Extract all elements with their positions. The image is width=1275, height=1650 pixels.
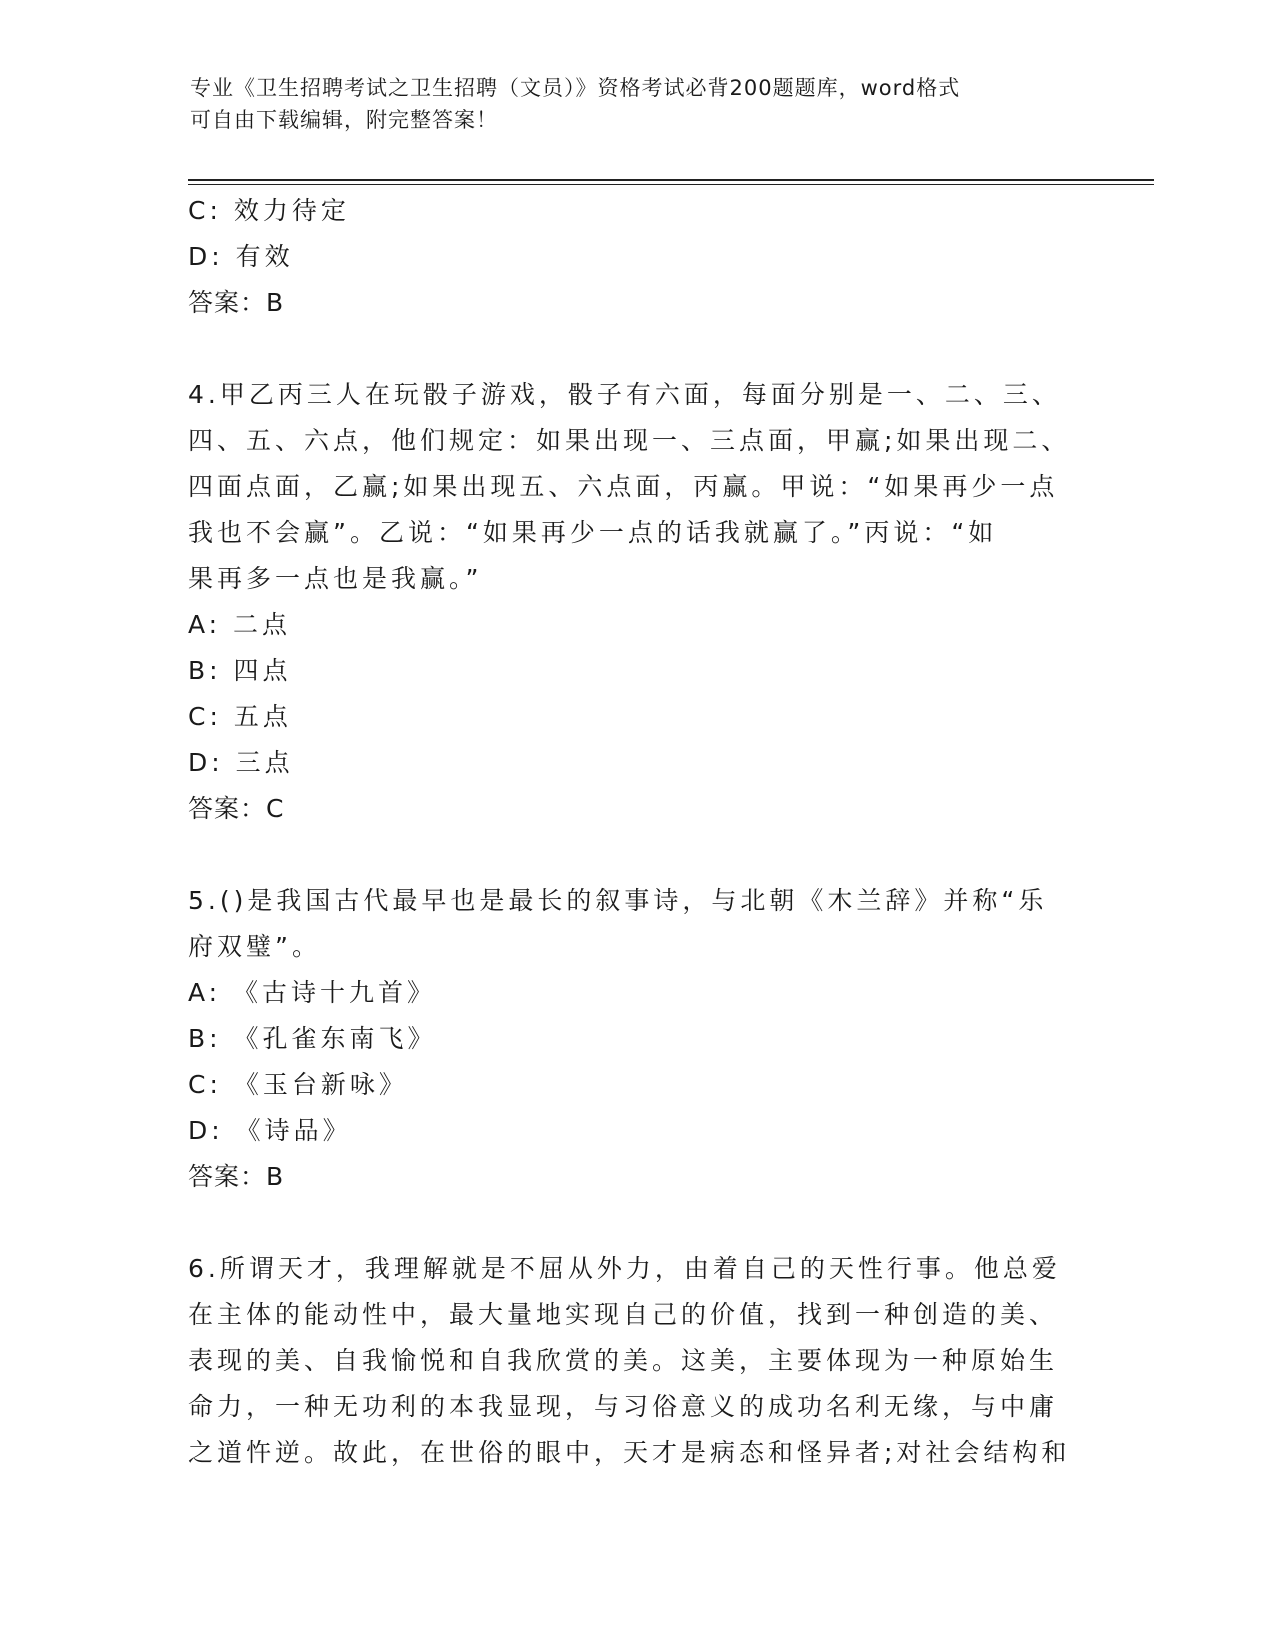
question-stem-line: 在主体的能动性中，最大量地实现自己的价值，找到一种创造的美、 [188,1300,1059,1329]
header-title-line-2: 可自由下载编辑，附完整答案！ [190,108,498,132]
answer-line: 答案：C [188,794,285,823]
question-stem-line: 6.所谓天才，我理解就是不屈从外力，由着自己的天性行事。他总爱 [188,1254,1061,1283]
document-header [190,72,1090,136]
option-a: A: 《古诗十九首》 [188,978,437,1007]
question-4 [188,372,1088,832]
question-3-tail [188,188,1088,326]
question-stem-line: 表现的美、自我愉悦和自我欣赏的美。这美，主要体现为一种原始生 [188,1346,1059,1375]
option-d: D: 三点 [188,748,294,777]
option-c: C: 效力待定 [188,196,350,225]
spacer [188,832,1088,878]
option-a: A: 二点 [188,610,292,639]
answer-line: 答案：B [188,1162,285,1191]
spacer [188,326,1088,372]
document-body [188,188,1088,1476]
spacer [188,1200,1088,1246]
header-divider-thin [188,184,1154,185]
option-d: D: 有效 [188,242,294,271]
question-6 [188,1246,1088,1476]
option-b: B: 四点 [188,656,292,685]
question-stem-line: 4.甲乙丙三人在玩骰子游戏，骰子有六面，每面分别是一、二、三、 [188,380,1061,409]
option-c: C: 《玉台新咏》 [188,1070,408,1099]
question-stem-line: 我也不会赢”。乙说：“如果再少一点的话我就赢了。”丙说：“如 [188,518,998,547]
option-d: D: 《诗品》 [188,1116,352,1145]
question-stem-line: 四、五、六点，他们规定：如果出现一、三点面，甲赢;如果出现二、 [188,426,1071,455]
header-title-line-1: 专业《卫生招聘考试之卫生招聘（文员）》资格考试必背200题题库，word格式 [190,76,961,100]
question-stem-line: 之道忤逆。故此，在世俗的眼中，天才是病态和怪异者;对社会结构和 [188,1438,1071,1467]
question-stem-line: 府双璧”。 [188,932,321,961]
question-stem-line: 5.()是我国古代最早也是最长的叙事诗，与北朝《木兰辞》并称“乐 [188,886,1048,915]
option-b: B: 《孔雀东南飞》 [188,1024,437,1053]
question-stem-line: 命力，一种无功利的本我显现，与习俗意义的成功名利无缘，与中庸 [188,1392,1059,1421]
header-divider-thick [188,179,1154,181]
answer-line: 答案：B [188,288,285,317]
question-5 [188,878,1088,1200]
question-stem-line: 果再多一点也是我赢。” [188,564,483,593]
option-c: C: 五点 [188,702,292,731]
question-stem-line: 四面点面，乙赢;如果出现五、六点面，丙赢。甲说：“如果再少一点 [188,472,1059,501]
